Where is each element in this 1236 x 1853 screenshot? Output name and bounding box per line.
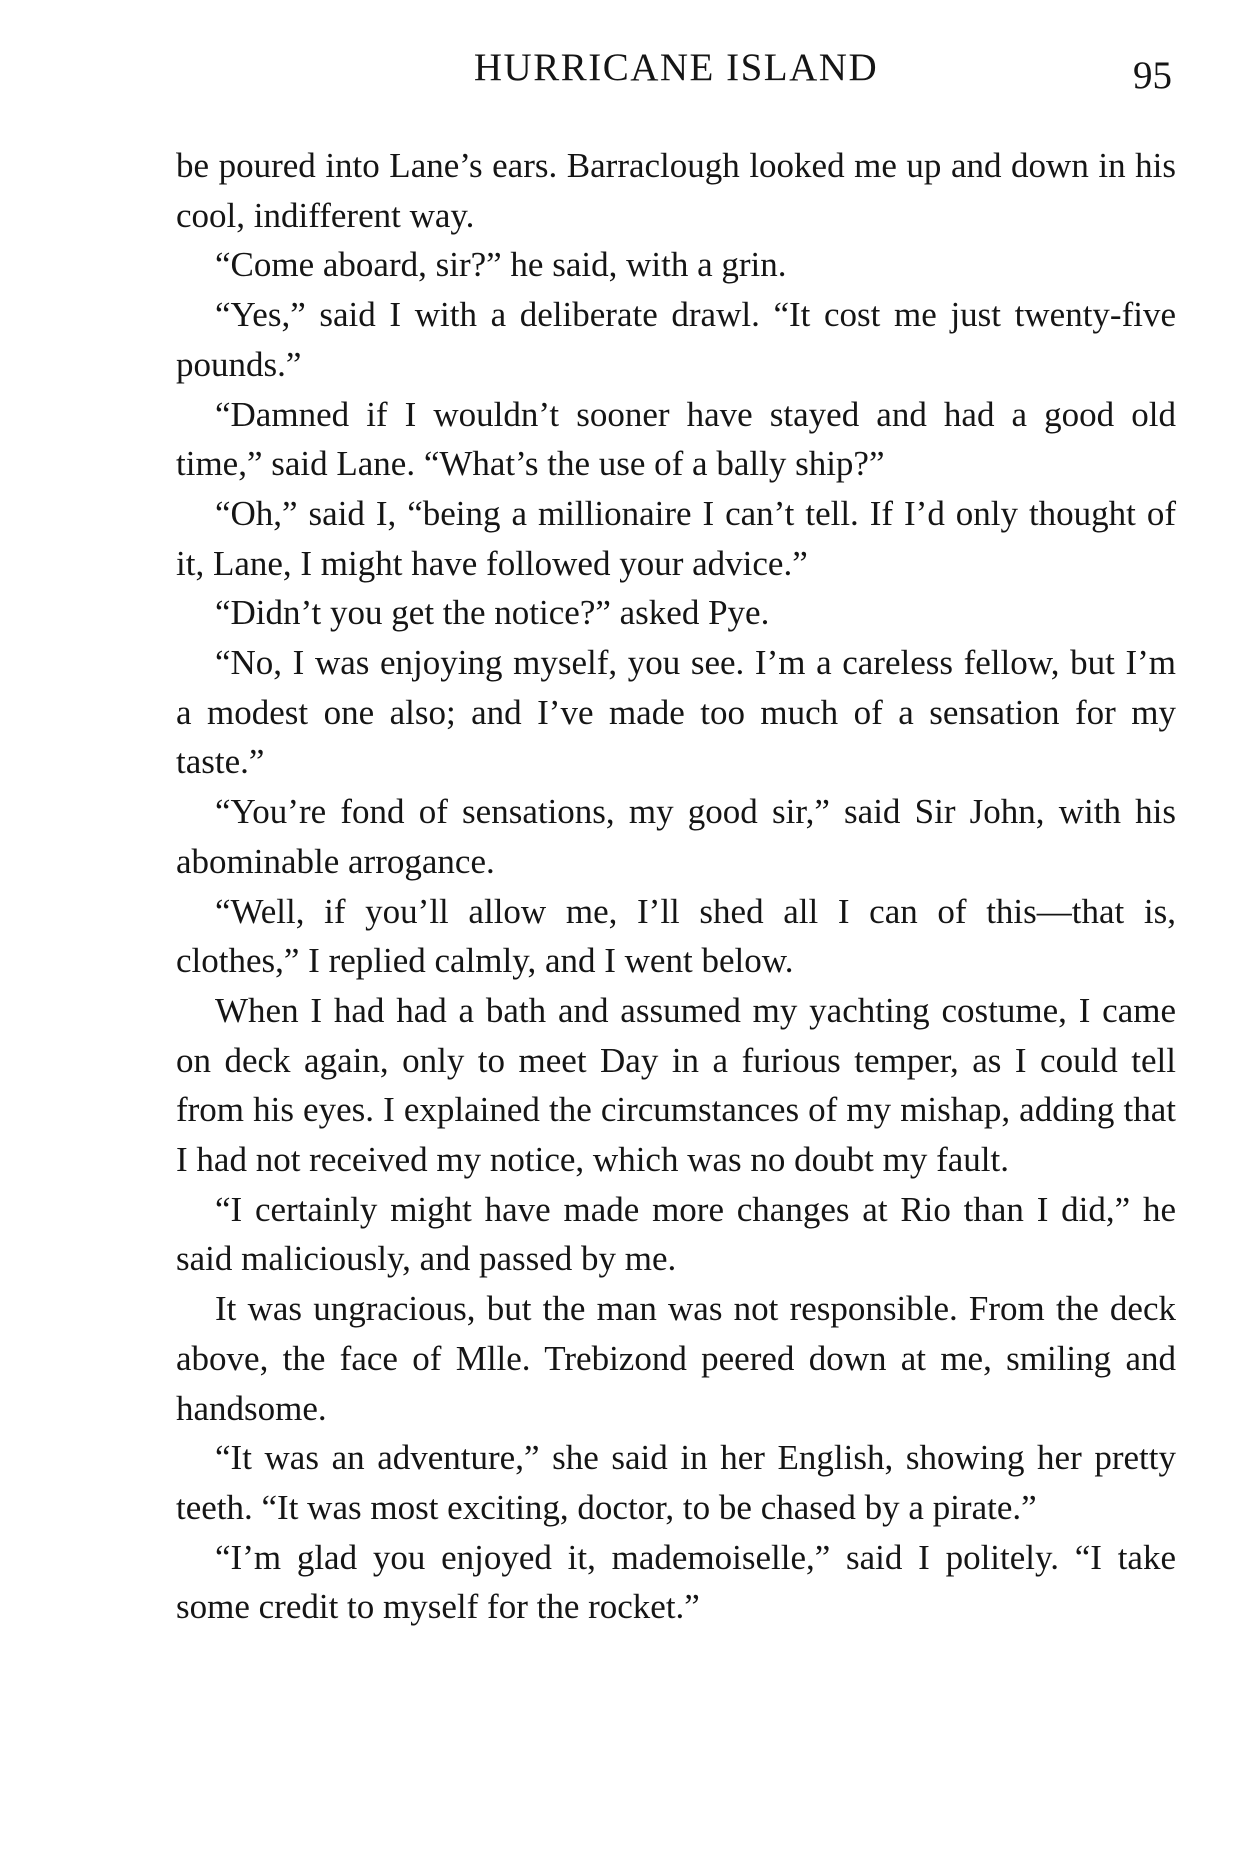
paragraph-4: “Damned if I wouldn’t sooner have stayed and had a good old time,” said Lane. “What’s the use of a bally ship?” [176, 394, 1176, 484]
running-title: HURRICANE ISLAND [473, 46, 879, 89]
paragraph-5: “Oh,” said I, “being a millionaire I can’t tell. If I’d only thought of it, Lane, I might have followed your advice.” [176, 493, 1176, 583]
paragraph-2: “Come aboard, sir?” he said, with a grin. [215, 245, 787, 285]
body-text [176, 141, 1176, 1632]
paragraph-13: “It was an adventure,” she said in her English, showing her pretty teeth. “It was most exciting, doctor, to be chased by a pirate.” [176, 1438, 1176, 1527]
paragraph-11: “I certainly might have made more changes at Rio than I did,” he said maliciously, and passed by me. [176, 1189, 1176, 1279]
paragraph-14: “I’m glad you enjoyed it, mademoiselle,” said I politely. “I take some credit to myself for the rocket.” [176, 1537, 1176, 1627]
paragraph-1: be poured into Lane’s ears. Barraclough looked me up and down in his cool, indifferent way. [176, 146, 1176, 235]
paragraph-3: “Yes,” said I with a deliberate drawl. “It cost me just twenty-five pounds.” [176, 295, 1176, 384]
paragraph-12: It was ungracious, but the man was not responsible. From the deck above, the face of Mlle. Trebizond peered down at me, smiling and handsome. [176, 1289, 1176, 1428]
running-header [176, 40, 1176, 100]
page-number: 95 [1133, 54, 1172, 97]
paragraph-9: “Well, if you’ll allow me, I’ll shed all I can of this—that is, clothes,” I replied calmly, and I went below. [176, 891, 1176, 981]
paragraph-10: When I had had a bath and assumed my yachting costume, I came on deck again, only to meet Day in a furious temper, as I could tell from his eyes. I explained the circumstances of my mishap, adding that I had not received my notice, which was no doubt my fault. [176, 990, 1176, 1180]
paragraph-7: “No, I was enjoying myself, you see. I’m a careless fellow, but I’m a modest one also; and I’ve made too much of a sensation for my taste.” [176, 643, 1176, 782]
paragraph-8: “You’re fond of sensations, my good sir,” said Sir John, with his abominable arrogance. [176, 792, 1176, 881]
paragraph-6: “Didn’t you get the notice?” asked Pye. [215, 593, 770, 633]
